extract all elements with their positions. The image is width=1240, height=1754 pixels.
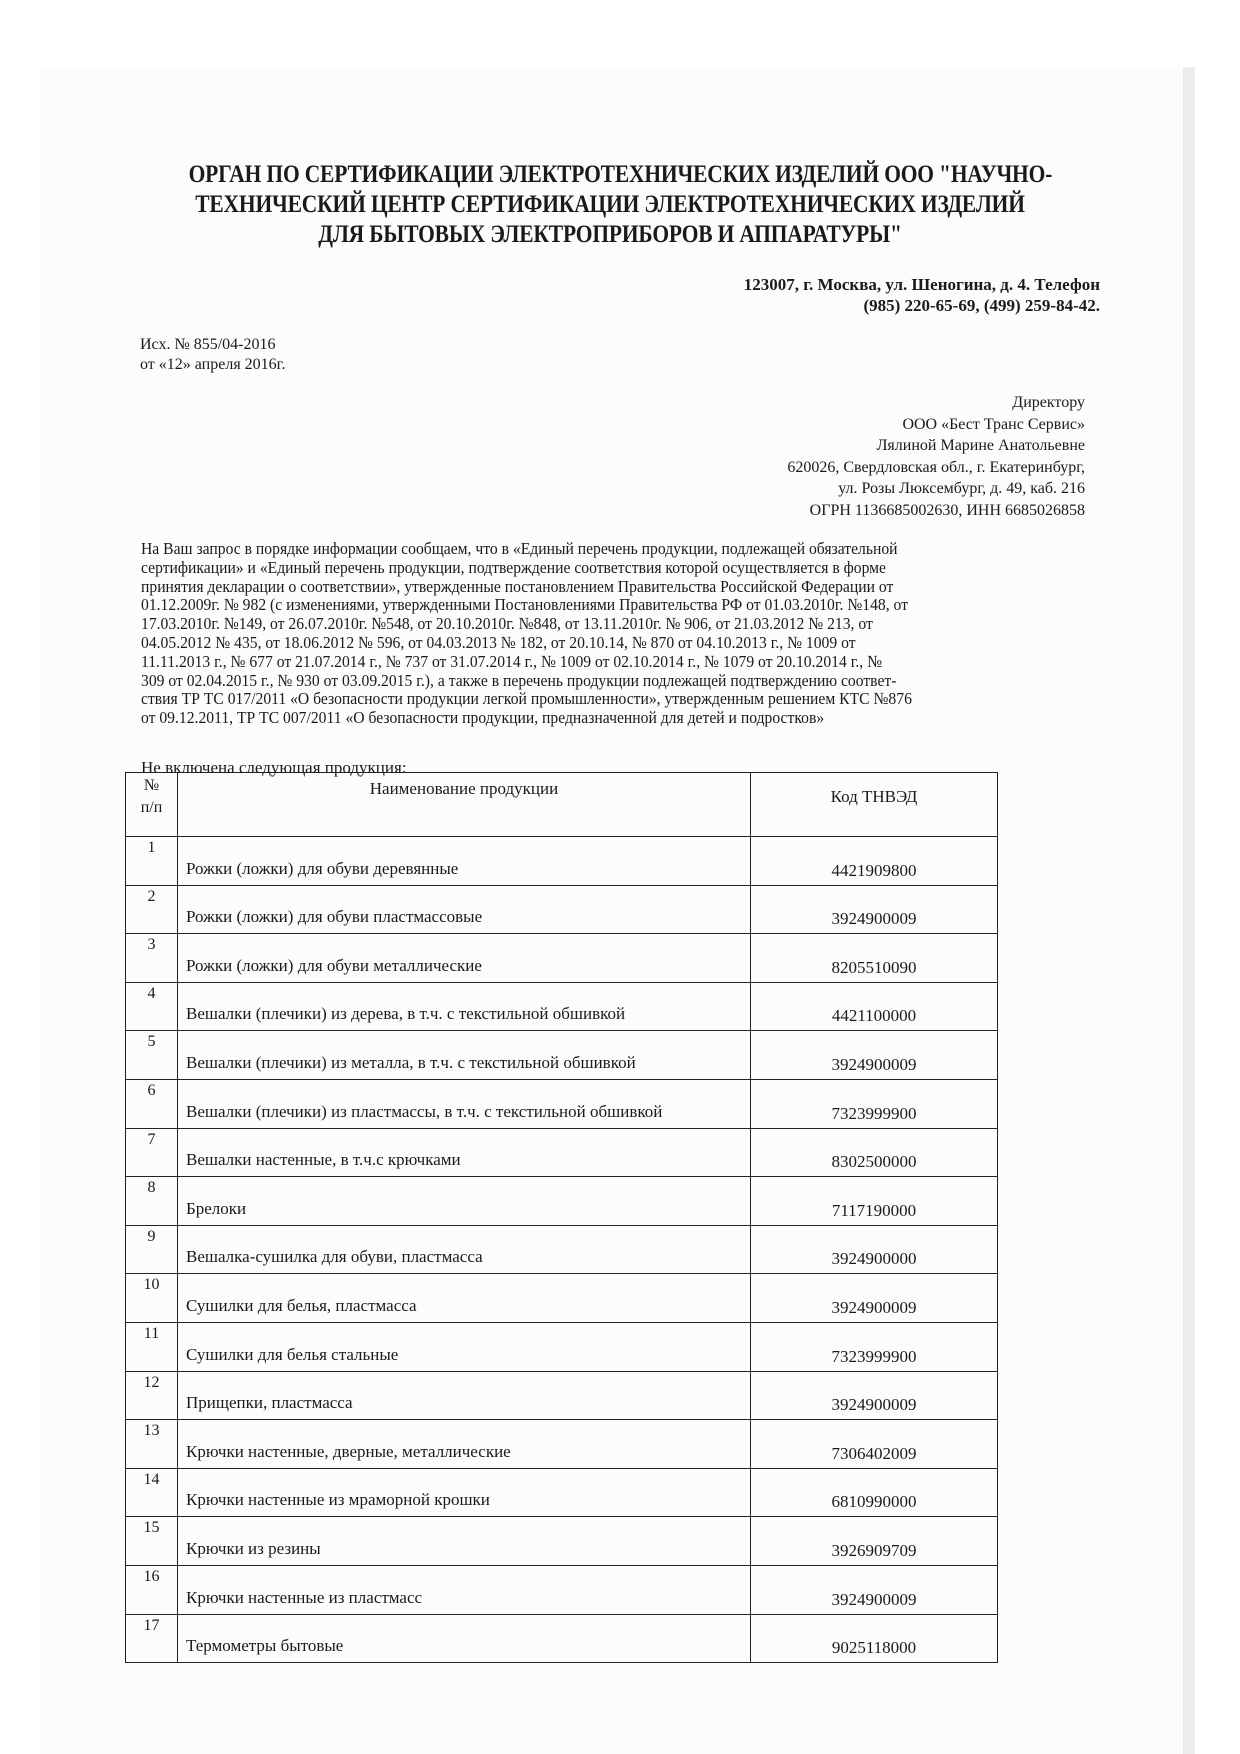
row-number: 3 bbox=[126, 934, 178, 983]
tnved-code: 7117190000 bbox=[751, 1177, 998, 1226]
body-line: 17.03.2010г. №149, от 26.07.2010г. №548, от 20.10.2010г. №848, от 13.11.2010г. № 906, от 21.03.2012 № 213, от bbox=[141, 614, 873, 634]
tnved-code: 7323999900 bbox=[751, 1322, 998, 1371]
products-table bbox=[125, 772, 998, 1663]
body-line: сертификации» и «Единый перечень продукции, подтверждение соответствия которой осуществляется в форме bbox=[141, 557, 887, 577]
row-number: 2 bbox=[126, 885, 178, 934]
reference-number: Исх. № 855/04-2016 bbox=[140, 336, 276, 353]
address-line: 123007, г. Москва, ул. Шеногина, д. 4. Телефон bbox=[743, 275, 1100, 294]
header-number-line1: № bbox=[143, 777, 160, 794]
recipient-line: ОГРН 1136685002630, ИНН 6685026858 bbox=[809, 501, 1085, 519]
product-name: Прищепки, пластмасса bbox=[178, 1371, 751, 1420]
table-row bbox=[126, 1274, 998, 1323]
product-name: Рожки (ложки) для обуви деревянные bbox=[178, 837, 751, 886]
table-header-row bbox=[126, 773, 998, 837]
product-name: Вешалки (плечики) из пластмассы, в т.ч. с текстильной обшивкой bbox=[178, 1079, 751, 1128]
page-edge bbox=[1183, 67, 1195, 1754]
product-name: Вешалки (плечики) из металла, в т.ч. с текстильной обшивкой bbox=[178, 1031, 751, 1080]
table-row bbox=[126, 1079, 998, 1128]
tnved-code: 8205510090 bbox=[751, 934, 998, 983]
tnved-code: 7306402009 bbox=[751, 1420, 998, 1469]
table-row bbox=[126, 1031, 998, 1080]
row-number: 9 bbox=[126, 1225, 178, 1274]
tnved-code: 8302500000 bbox=[751, 1128, 998, 1177]
header-number bbox=[126, 773, 178, 837]
product-name: Крючки настенные из пластмасс bbox=[178, 1565, 751, 1614]
tnved-code: 4421909800 bbox=[751, 837, 998, 886]
row-number: 10 bbox=[126, 1274, 178, 1323]
table-row bbox=[126, 837, 998, 886]
row-number: 7 bbox=[126, 1128, 178, 1177]
tnved-code: 7323999900 bbox=[751, 1079, 998, 1128]
title-line: ТЕХНИЧЕСКИЙ ЦЕНТР СЕРТИФИКАЦИИ ЭЛЕКТРОТЕХНИЧЕСКИХ ИЗДЕЛИЙ bbox=[195, 191, 1025, 218]
recipient-line: ООО «Бест Транс Сервис» bbox=[902, 415, 1085, 433]
document-title bbox=[188, 160, 1053, 250]
product-name: Рожки (ложки) для обуви пластмассовые bbox=[178, 885, 751, 934]
body-paragraph bbox=[141, 540, 1098, 728]
table-intro: Не включена следующая продукция: bbox=[141, 758, 407, 777]
tnved-code: 3924900009 bbox=[751, 1274, 998, 1323]
table-row bbox=[126, 1565, 998, 1614]
body-line: На Ваш запрос в порядке информации сообщаем, что в «Единый перечень продукции, подлежащей обязательной bbox=[141, 539, 898, 558]
row-number: 13 bbox=[126, 1420, 178, 1469]
table-row bbox=[126, 885, 998, 934]
row-number: 8 bbox=[126, 1177, 178, 1226]
product-name: Брелоки bbox=[178, 1177, 751, 1226]
body-line: 11.11.2013 г., № 677 от 21.07.2014 г., № 737 от 31.07.2014 г., № 1009 от 02.10.2014 г., № 1079 от 20.10.2014 г., № bbox=[141, 651, 883, 671]
table-row bbox=[126, 1468, 998, 1517]
product-name: Крючки из резины bbox=[178, 1517, 751, 1566]
header-tnved-code: Код ТНВЭД bbox=[751, 773, 998, 837]
recipient-line: 620026, Свердловская обл., г. Екатеринбург, bbox=[787, 458, 1085, 476]
product-name: Термометры бытовые bbox=[178, 1614, 751, 1663]
tnved-code: 9025118000 bbox=[751, 1614, 998, 1663]
product-name: Вешалка-сушилка для обуви, пластмасса bbox=[178, 1225, 751, 1274]
phone-line: (985) 220-65-69, (499) 259-84-42. bbox=[863, 296, 1100, 315]
tnved-code: 4421100000 bbox=[751, 982, 998, 1031]
tnved-code: 3924900009 bbox=[751, 1565, 998, 1614]
table-row bbox=[126, 1177, 998, 1226]
table-row bbox=[126, 1614, 998, 1663]
tnved-code: 6810990000 bbox=[751, 1468, 998, 1517]
body-line: принятия декларации о соответствии», утвержденные постановлением Правительства Российской Федерации от bbox=[141, 576, 894, 596]
table-row bbox=[126, 1420, 998, 1469]
product-name: Вешалки настенные, в т.ч.с крючками bbox=[178, 1128, 751, 1177]
tnved-code: 3924900009 bbox=[751, 1031, 998, 1080]
sender-address bbox=[744, 274, 1100, 316]
row-number: 5 bbox=[126, 1031, 178, 1080]
tnved-code: 3924900009 bbox=[751, 1371, 998, 1420]
row-number: 11 bbox=[126, 1322, 178, 1371]
table-row bbox=[126, 934, 998, 983]
title-line: ОРГАН ПО СЕРТИФИКАЦИИ ЭЛЕКТРОТЕХНИЧЕСКИХ ИЗДЕЛИЙ ООО "НАУЧНО- bbox=[188, 161, 1053, 188]
tnved-code: 3924900000 bbox=[751, 1225, 998, 1274]
tnved-code: 3926909709 bbox=[751, 1517, 998, 1566]
table-row bbox=[126, 1128, 998, 1177]
product-name: Вешалки (плечики) из дерева, в т.ч. с текстильной обшивкой bbox=[178, 982, 751, 1031]
row-number: 14 bbox=[126, 1468, 178, 1517]
table-row bbox=[126, 982, 998, 1031]
row-number: 6 bbox=[126, 1079, 178, 1128]
row-number: 16 bbox=[126, 1565, 178, 1614]
table-row bbox=[126, 1225, 998, 1274]
header-product-name: Наименование продукции bbox=[178, 773, 751, 837]
reference-date: от «12» апреля 2016г. bbox=[140, 356, 286, 373]
table-row bbox=[126, 1322, 998, 1371]
title-line: ДЛЯ БЫТОВЫХ ЭЛЕКТРОПРИБОРОВ И АППАРАТУРЫ" bbox=[318, 221, 902, 248]
row-number: 4 bbox=[126, 982, 178, 1031]
row-number: 17 bbox=[126, 1614, 178, 1663]
header-number-line2: п/п bbox=[140, 799, 163, 816]
table-row bbox=[126, 1371, 998, 1420]
product-name: Рожки (ложки) для обуви металлические bbox=[178, 934, 751, 983]
body-line: ствия ТР ТС 017/2011 «О безопасности продукции легкой промышленности», утвержденным решением КТС №876 bbox=[141, 689, 912, 709]
row-number: 15 bbox=[126, 1517, 178, 1566]
body-line: 309 от 02.04.2015 г., № 930 от 03.09.2015 г.), а также в перечень продукции подлежащей подтверждению соответ- bbox=[141, 670, 897, 690]
recipient-line: ул. Розы Люксембург, д. 49, каб. 216 bbox=[838, 480, 1085, 497]
recipient-block bbox=[787, 392, 1085, 521]
product-name: Крючки настенные, дверные, металлические bbox=[178, 1420, 751, 1469]
row-number: 12 bbox=[126, 1371, 178, 1420]
body-line: 04.05.2012 № 435, от 18.06.2012 № 596, от 04.03.2013 № 182, от 20.10.14, № 870 от 04.10.2013 г., № 1009 от bbox=[141, 632, 856, 652]
recipient-line: Директору bbox=[1012, 394, 1085, 411]
body-line: от 09.12.2011, ТР ТС 007/2011 «О безопасности продукции, предназначенной для детей и подростков» bbox=[141, 708, 825, 728]
product-name: Сушилки для белья, пластмасса bbox=[178, 1274, 751, 1323]
table-row bbox=[126, 1517, 998, 1566]
outgoing-reference bbox=[140, 335, 285, 375]
body-line: 01.12.2009г. № 982 (с изменениями, утвержденными Постановлениями Правительства РФ от 01.03.2010г. №148, от bbox=[141, 595, 908, 615]
recipient-line: Лялиной Марине Анатольевне bbox=[876, 437, 1085, 454]
row-number: 1 bbox=[126, 837, 178, 886]
product-name: Крючки настенные из мраморной крошки bbox=[178, 1468, 751, 1517]
tnved-code: 3924900009 bbox=[751, 885, 998, 934]
product-name: Сушилки для белья стальные bbox=[178, 1322, 751, 1371]
